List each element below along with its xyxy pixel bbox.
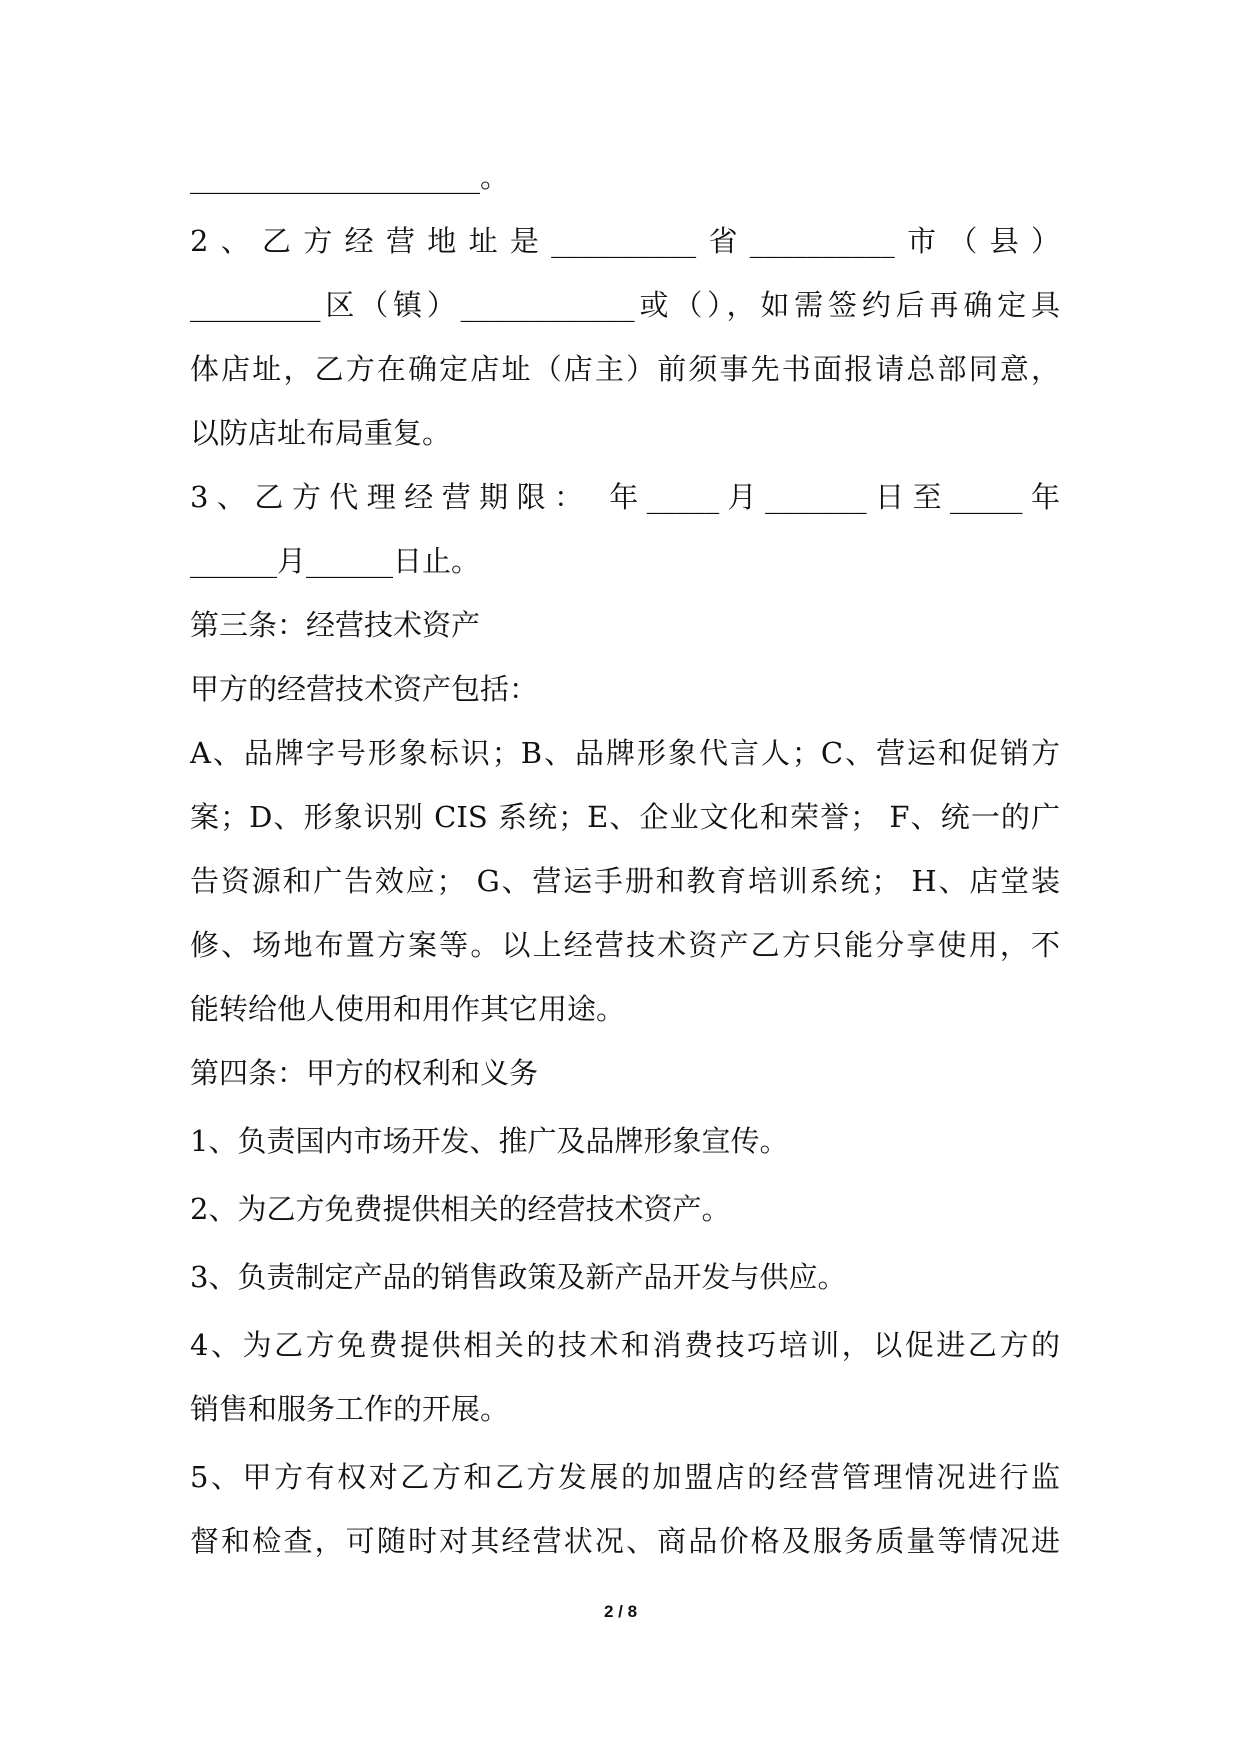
text-line: ____________________。 [190,160,510,194]
text-line: 3、负责制定产品的销售政策及新产品开发与供应。 [190,1260,847,1294]
section-heading: 第四条：甲方的权利和义务 [190,1056,539,1090]
text-line: 以防店址布局重复。 [190,416,452,450]
text-line: 能转给他人使用和用作其它用途。 [190,992,626,1026]
text-line: 督和检查，可随时对其经营状况、商品价格及服务质量等情况进 [190,1524,1060,1558]
text-line: 销售和服务工作的开展。 [190,1392,510,1426]
text-line: ______月______日止。 [190,544,481,578]
text-line: A、品牌字号形象标识；B、品牌形象代言人；C、营运和促销方 [190,736,1060,770]
text-line: 甲方的经营技术资产包括： [190,672,539,706]
text-line: 修、场地布置方案等。以上经营技术资产乙方只能分享使用，不 [190,928,1060,962]
text-line: 5、甲方有权对乙方和乙方发展的加盟店的经营管理情况进行监 [190,1460,1060,1494]
text-line: _________区（镇）____________或（），如需签约后再确定具 [190,288,1060,322]
document-body [190,156,1060,1562]
text-line: 2、乙方经营地址是__________省__________市（县） [190,224,1060,258]
text-line: 4、为乙方免费提供相关的技术和消费技巧培训，以促进乙方的 [190,1328,1060,1362]
page-number: 2 / 8 [603,1602,638,1621]
section-heading: 第三条：经营技术资产 [190,608,481,642]
text-line: 案；D、形象识别 CIS 系统；E、企业文化和荣誉； F、统一的广 [190,800,1060,834]
text-line: 1、负责国内市场开发、推广及品牌形象宣传。 [190,1124,789,1158]
text-line: 3、乙方代理经营期限： 年_____月_______日至_____年 [190,480,1060,514]
text-line: 告资源和广告效应； G、营运手册和教育培训系统； H、店堂装 [190,864,1060,898]
text-line: 2、为乙方免费提供相关的经营技术资产。 [190,1192,731,1226]
text-line: 体店址，乙方在确定店址（店主）前须事先书面报请总部同意， [190,352,1060,386]
